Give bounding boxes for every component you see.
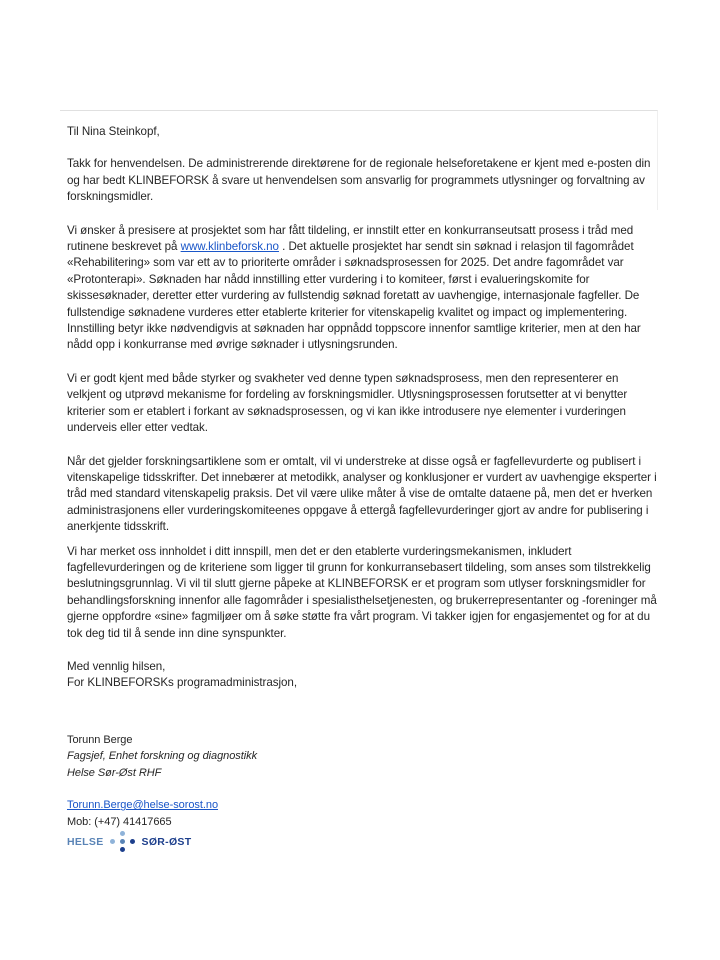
salutation: Til Nina Steinkopf,: [67, 125, 160, 138]
logo-text-helse: HELSE: [67, 836, 104, 849]
klinbeforsk-website-link[interactable]: www.klinbeforsk.no: [180, 240, 279, 254]
paragraph-process: [67, 223, 657, 354]
paragraph-intro: Takk for henvendelsen. De administrerende direktørene for de regionale helseforetakene er kjent med e-posten din og har bedt KLINBEFORSK å svare ut henvendelsen som ansvarlig for programmets utlysninger og forvaltning av forskningsmidler.: [67, 157, 651, 204]
signature-phone: Mob: (+47) 41417665: [67, 815, 172, 828]
signature-email-link[interactable]: Torunn.Berge@helse-sorost.no: [67, 799, 219, 812]
paragraph-conclusion: Vi har merket oss innholdet i ditt innspill, men det er den etablerte vurderingsmekanismen, inkludert fagfellevurderingen og de kriteriene som ligger til grunn for konkurransebasert tildeling, som anses som tilstrekkelig beslutningsgrunnlag. Vi vil til slutt gjerne påpeke at KLINBEFORSK er et program som utlyser forskningsmidler for behandlingsforskning innenfor alle fagområder i spesialisthelsetjenesten, og brukerrepresentanter og -foreninger må gjerne oppfordre «sine» fagmiljøer om å søke støtte fra vårt program. Vi takker igjen for engasjementet og for at du tok deg tid til å sende inn dine synspunkter.: [67, 544, 657, 640]
helse-sor-ost-logo: [67, 831, 657, 853]
signature-organization: Helse Sør-Øst RHF: [67, 766, 162, 779]
logo-dots-icon: [108, 831, 138, 853]
closing-signoff: For KLINBEFORSKs programadministrasjon,: [67, 676, 297, 690]
signature-name: Torunn Berge: [67, 733, 133, 746]
paragraph-process-text-b: . Det aktuelle prosjektet har sendt sin søknad i relasjon til fagområdet «Rehabilitering» som var ett av to prioriterte områder i søknadsprosessen for 2025. Det andre fagområdet var «Protonterapi». Søknaden har nådd innstilling etter vurdering i to komiteer, først i evalueringskomite for skissesøknader, deretter etter vurdering av fullstendig søknad foretatt av uavhengige, internasjonale fagfeller. De fullstendige søknadene vurderes etter etablerte kriterier for vitenskapelig kvalitet og impact og implementering. Innstilling betyr ikke nødvendigvis at søknaden har oppnådd toppscore innenfor samtlige kriterier, men at den har nådd opp i konkurranse med øvrige søknader i utlysningsrunden.: [67, 240, 641, 352]
logo-text-sor-ost: SØR-ØST: [141, 836, 192, 849]
signature-title: Fagsjef, Enhet forskning og diagnostikk: [67, 750, 258, 763]
paragraph-mechanism: Vi er godt kjent med både styrker og svakheter ved denne typen søknadsprosess, men den representerer en velkjent og utprøvd mekanisme for fordeling av forskningsmidler. Utlysningsprosessen forutsetter at vi benytter kriterier som er etablert i forkant av søknadsprosessen, og vi kan ikke introdusere nye elementer i vurderingen underveis eller etter vedtak.: [67, 371, 628, 435]
email-body: [67, 124, 657, 853]
signature-block: [67, 732, 657, 854]
paragraph-articles: Når det gjelder forskningsartiklene som er omtalt, vil vi understreke at disse også er fagfellevurderte og publisert i vitenskapelige tidsskrifter. Det innebærer at metodikk, analyser og konklusjoner er vurdert av uavhengige eksperter i tråd med standard vitenskapelig praksis. Det vil være ulike måter å vise de omtalte dataene på, men det er hverken administrasjonens eller vurderingskomiteenes oppgave å ettergå fagfellevurderinger gjort av andre for publisering i anerkjente tidsskrift.: [67, 454, 657, 534]
paragraph-process-text-a: Vi ønsker å presisere at prosjektet som har fått tildeling, er innstilt etter en konkurranseutsatt prosess i tråd med rutinene beskrevet på: [67, 223, 634, 254]
closing-greeting: Med vennlig hilsen,: [67, 659, 166, 673]
